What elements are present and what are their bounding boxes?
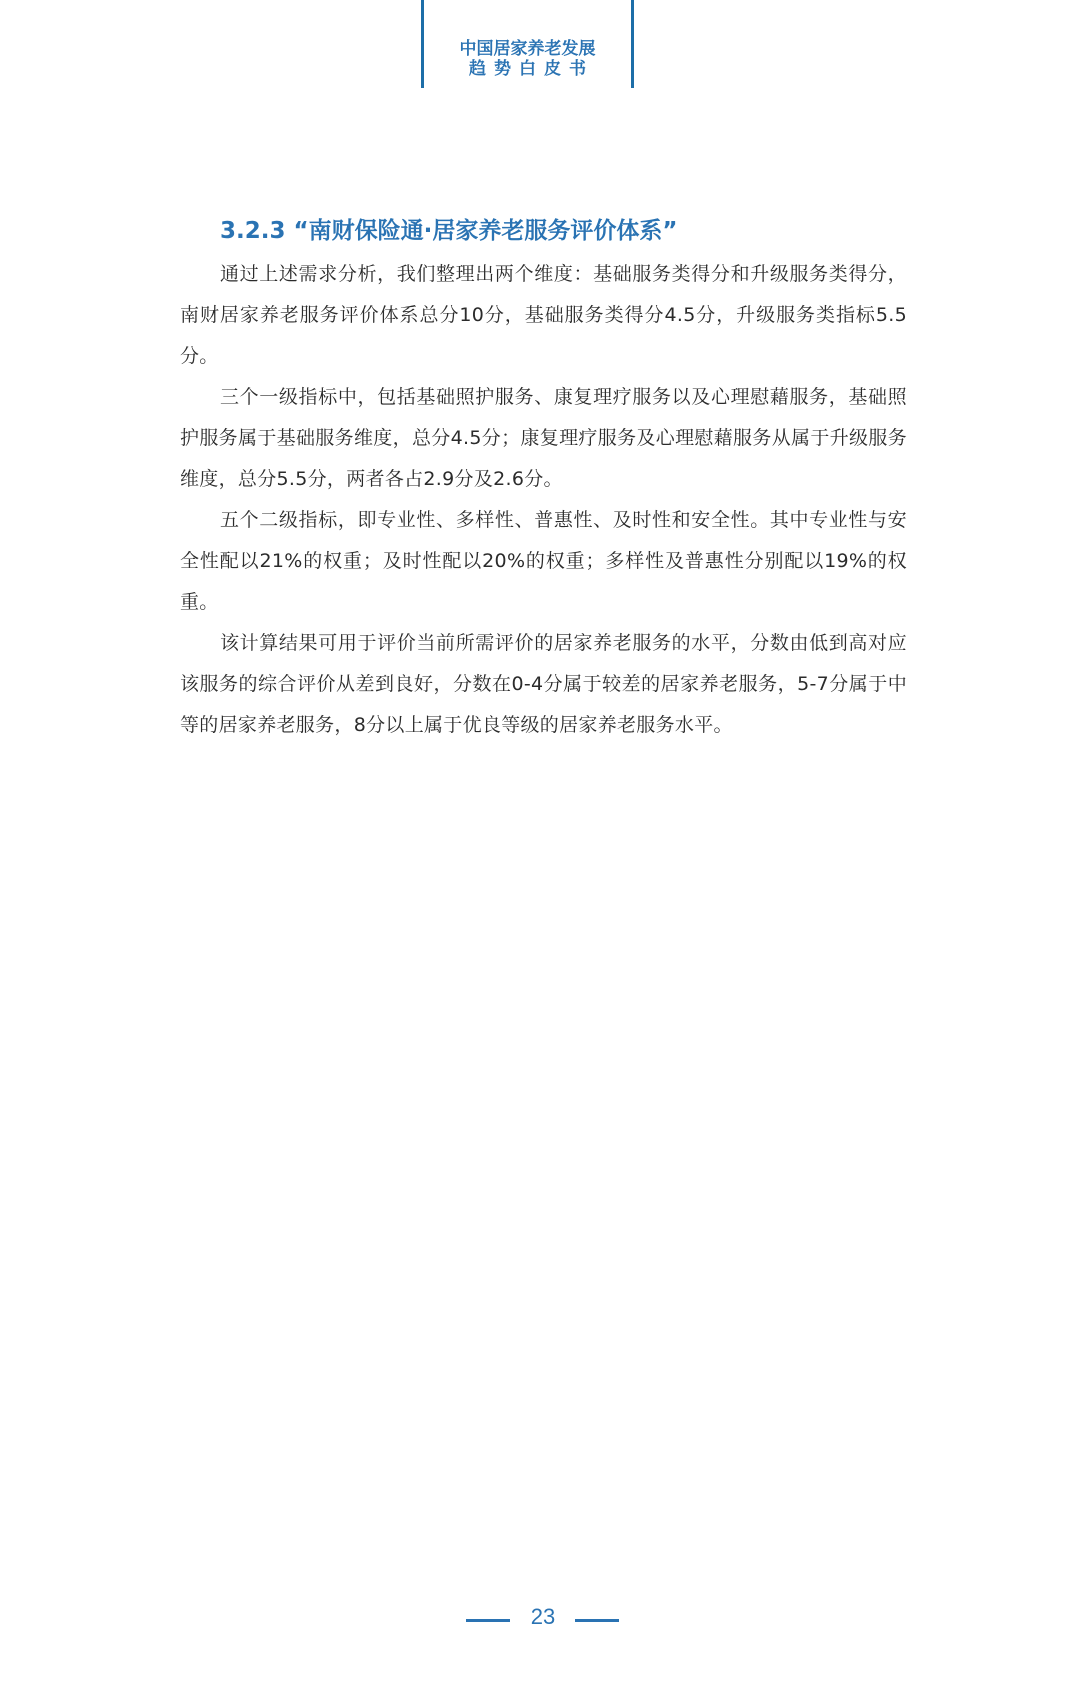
paragraph-3: 五个二级指标，即专业性、多样性、普惠性、及时性和安全性。其中专业性与安全性配以21%的权重；及时性配以20%的权重；多样性及普惠性分别配以19%的权重。 — [180, 509, 907, 613]
page-footer — [0, 1602, 1080, 1638]
footer-dash-right — [575, 1619, 619, 1622]
section-title: 3.2.3 “南财保险通·居家养老服务评价体系” — [220, 218, 678, 244]
page-number: 23 — [530, 1604, 556, 1629]
header-title-line1: 中国居家养老发展 — [459, 39, 596, 59]
paragraph-1: 通过上述需求分析，我们整理出两个维度：基础服务类得分和升级服务类得分，南财居家养老服务评价体系总分10分，基础服务类得分4.5分，升级服务类指标5.5分。 — [180, 263, 907, 367]
paragraph-4: 该计算结果可用于评价当前所需评价的居家养老服务的水平，分数由低到高对应该服务的综合评价从差到良好，分数在0-4分属于较差的居家养老服务，5-7分属于中等的居家养老服务，8分以上属于优良等级的居家养老服务水平。 — [180, 632, 907, 736]
header-title-line2: 趋势白皮书 — [469, 59, 594, 79]
footer-dash-left — [466, 1619, 510, 1622]
running-header — [421, 0, 634, 88]
main-content — [180, 214, 907, 746]
paragraph-2: 三个一级指标中，包括基础照护服务、康复理疗服务以及心理慰藉服务，基础照护服务属于基础服务维度，总分4.5分；康复理疗服务及心理慰藉服务从属于升级服务维度，总分5.5分，两者各占2.9分及2.6分。 — [180, 386, 907, 490]
